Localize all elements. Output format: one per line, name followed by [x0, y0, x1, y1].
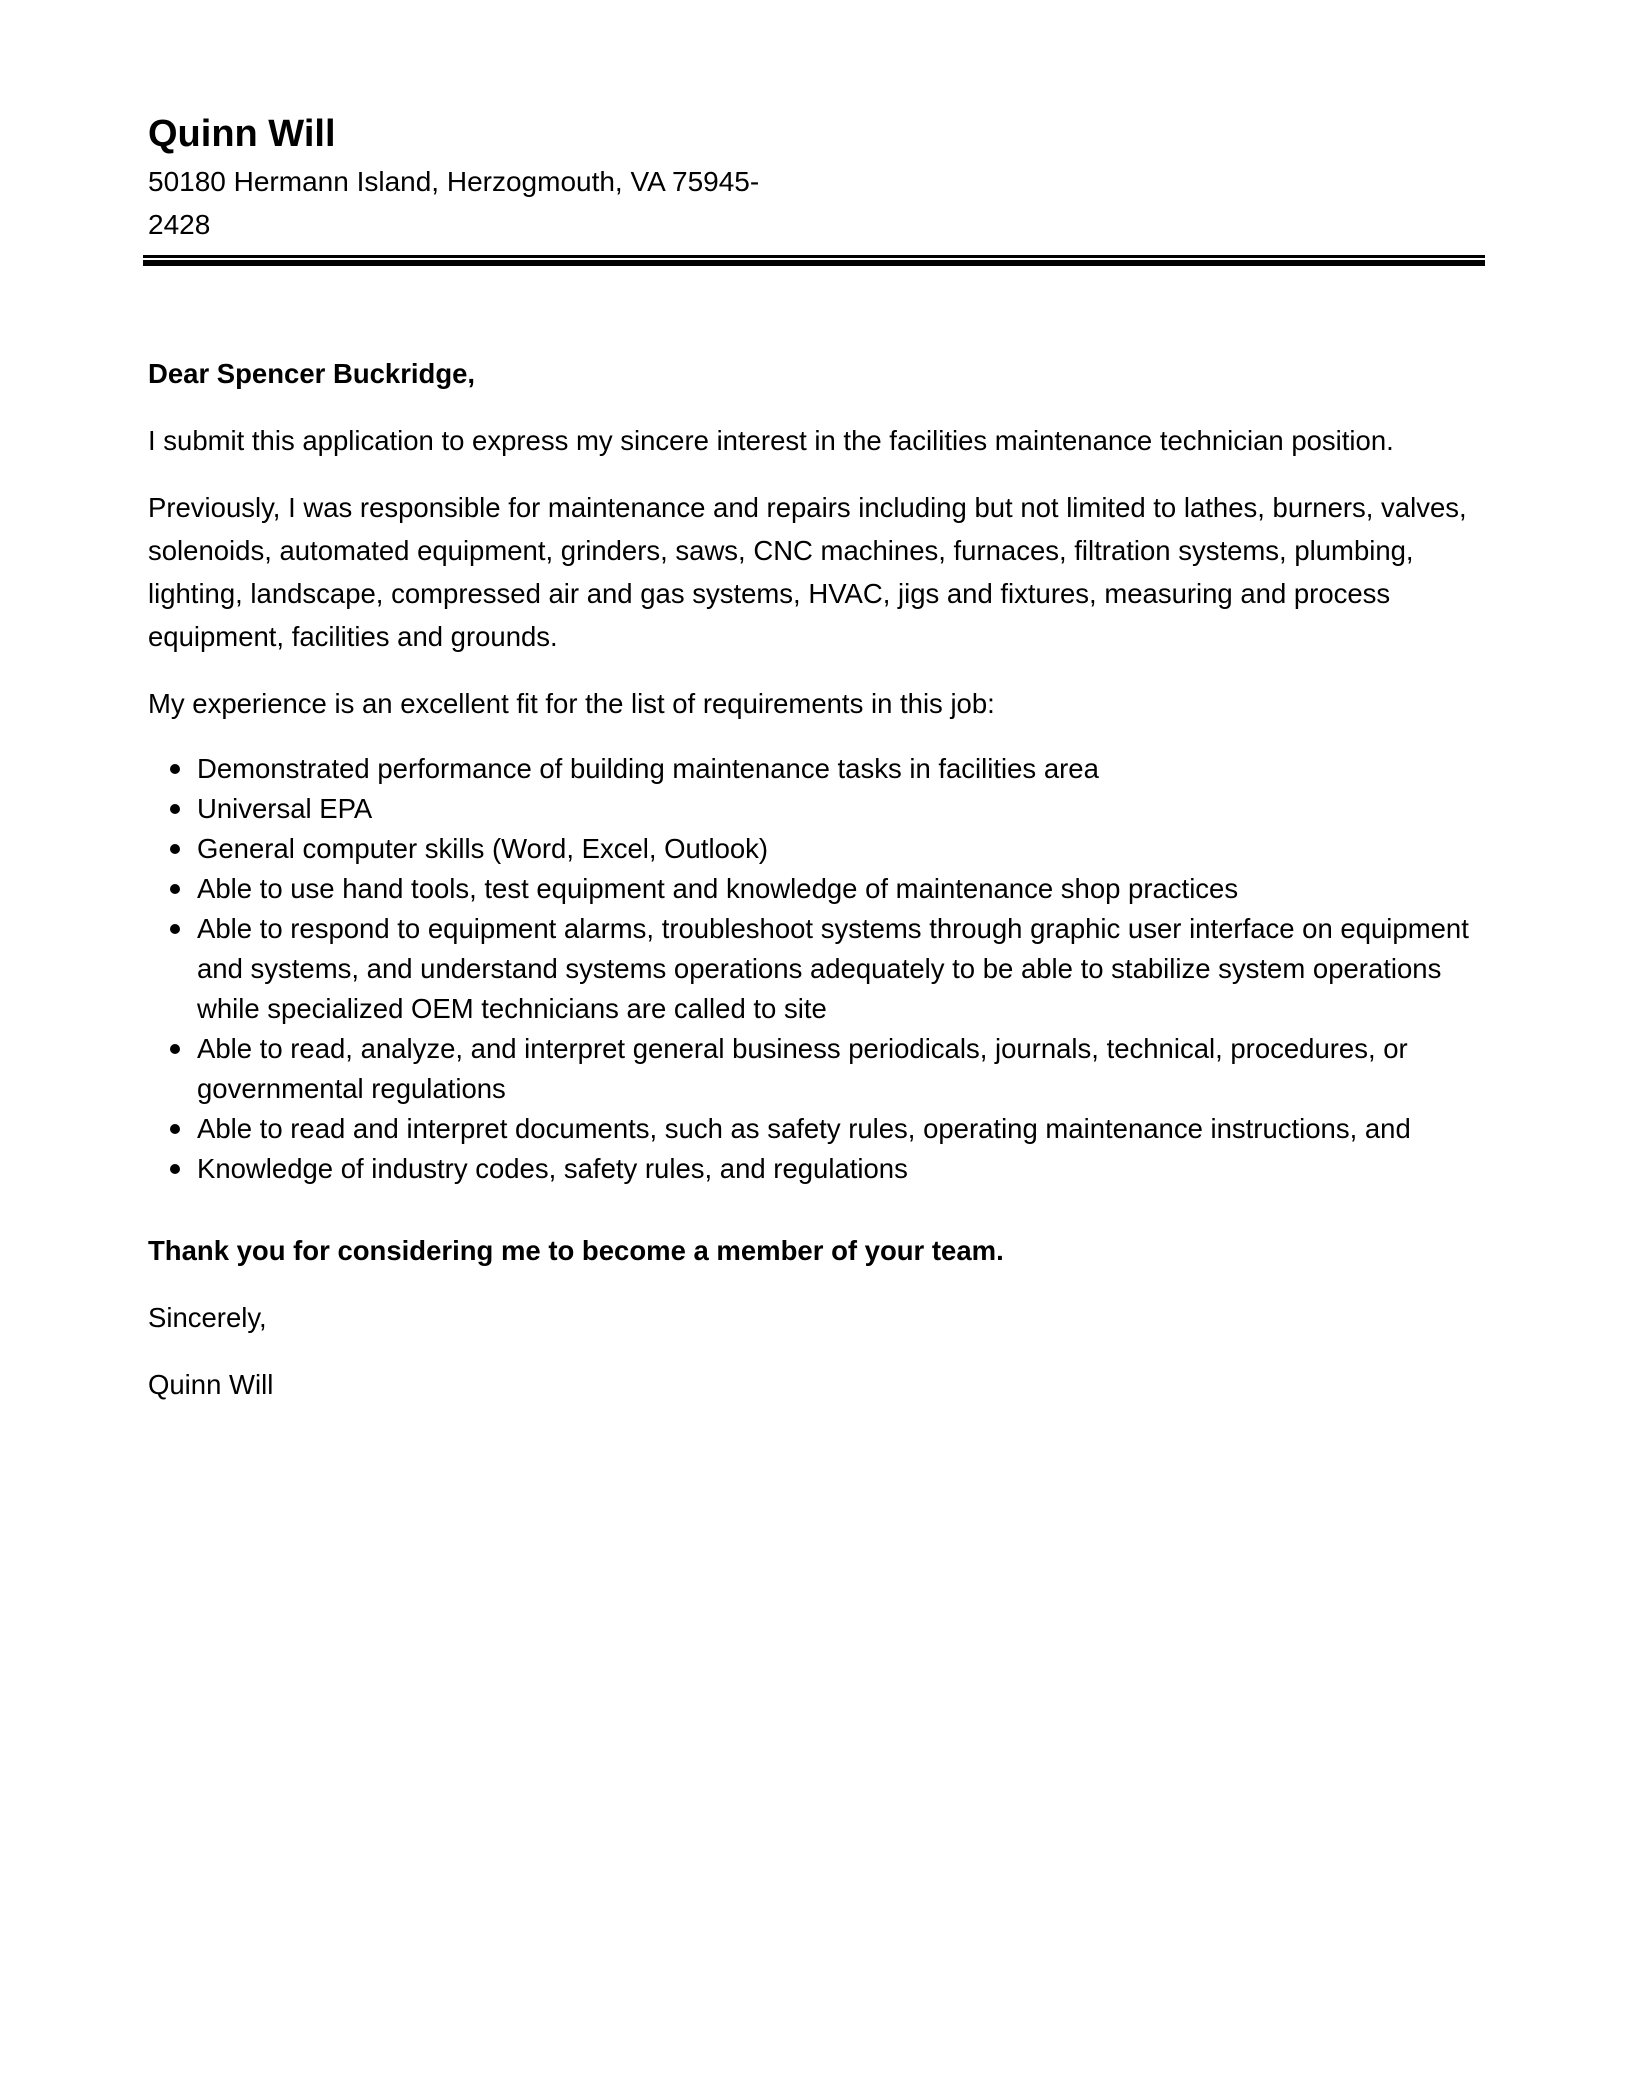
- list-item: [148, 909, 1484, 1029]
- fit-intro-paragraph: My experience is an excellent fit for the list of requirements in this job:: [148, 688, 995, 719]
- header-divider-thick-line: [143, 260, 1485, 266]
- bullet-icon: [170, 1124, 180, 1134]
- sender-name: Quinn Will: [148, 113, 336, 155]
- list-item-text: Universal EPA: [197, 793, 373, 824]
- list-item: [148, 829, 1484, 869]
- signature: Quinn Will: [148, 1369, 274, 1400]
- requirements-list: [148, 749, 1484, 1189]
- list-item-text: General computer skills (Word, Excel, Outlook): [197, 833, 769, 864]
- header-divider-thin-line: [143, 255, 1485, 258]
- intro-paragraph: I submit this application to express my sincere interest in the facilities maintenance technician position.: [148, 425, 1394, 456]
- sender-address-line-1: 50180 Hermann Island, Herzogmouth, VA 75945-: [148, 166, 760, 197]
- experience-paragraph: Previously, I was responsible for maintenance and repairs including but not limited to lathes, burners, valves, solenoids, automated equipment, grinders, saws, CNC machines, furnaces, filtration systems, plumbing, lighting, landscape, compressed air and gas systems, HVAC, jigs and fixtures, measuring and process equipment, facilities and grounds.: [148, 492, 1467, 652]
- bullet-icon: [170, 844, 180, 854]
- list-item: [148, 749, 1484, 789]
- sender-address: [148, 160, 788, 246]
- list-item-text: Able to respond to equipment alarms, troubleshoot systems through graphic user interface on equipment and systems, and understand systems operations adequately to be able to stabilize system operations while specialized OEM technicians are called to site: [197, 913, 1469, 1024]
- header-divider: [143, 255, 1485, 265]
- bullet-icon: [170, 884, 180, 894]
- closing-line: Thank you for considering me to become a member of your team.: [148, 1235, 1004, 1266]
- list-item-text: Able to use hand tools, test equipment and knowledge of maintenance shop practices: [197, 873, 1239, 904]
- list-item: [148, 1029, 1484, 1109]
- bullet-icon: [170, 804, 180, 814]
- list-item: [148, 789, 1484, 829]
- bullet-icon: [170, 1044, 180, 1054]
- bullet-icon: [170, 924, 180, 934]
- letter-body: [148, 352, 1484, 1430]
- list-item: [148, 869, 1484, 909]
- bullet-icon: [170, 764, 180, 774]
- letter-header: [148, 108, 788, 246]
- signoff: Sincerely,: [148, 1302, 267, 1333]
- list-item: [148, 1149, 1484, 1189]
- salutation: Dear Spencer Buckridge,: [148, 358, 476, 389]
- list-item-text: Able to read and interpret documents, such as safety rules, operating maintenance instructions, and: [197, 1113, 1411, 1144]
- list-item: [148, 1109, 1484, 1149]
- sender-address-line-2: 2428: [148, 209, 211, 240]
- list-item-text: Able to read, analyze, and interpret general business periodicals, journals, technical, procedures, or governmental regulations: [197, 1033, 1408, 1104]
- list-item-text: Demonstrated performance of building maintenance tasks in facilities area: [197, 753, 1099, 784]
- list-item-text: Knowledge of industry codes, safety rules, and regulations: [197, 1153, 908, 1184]
- bullet-icon: [170, 1164, 180, 1174]
